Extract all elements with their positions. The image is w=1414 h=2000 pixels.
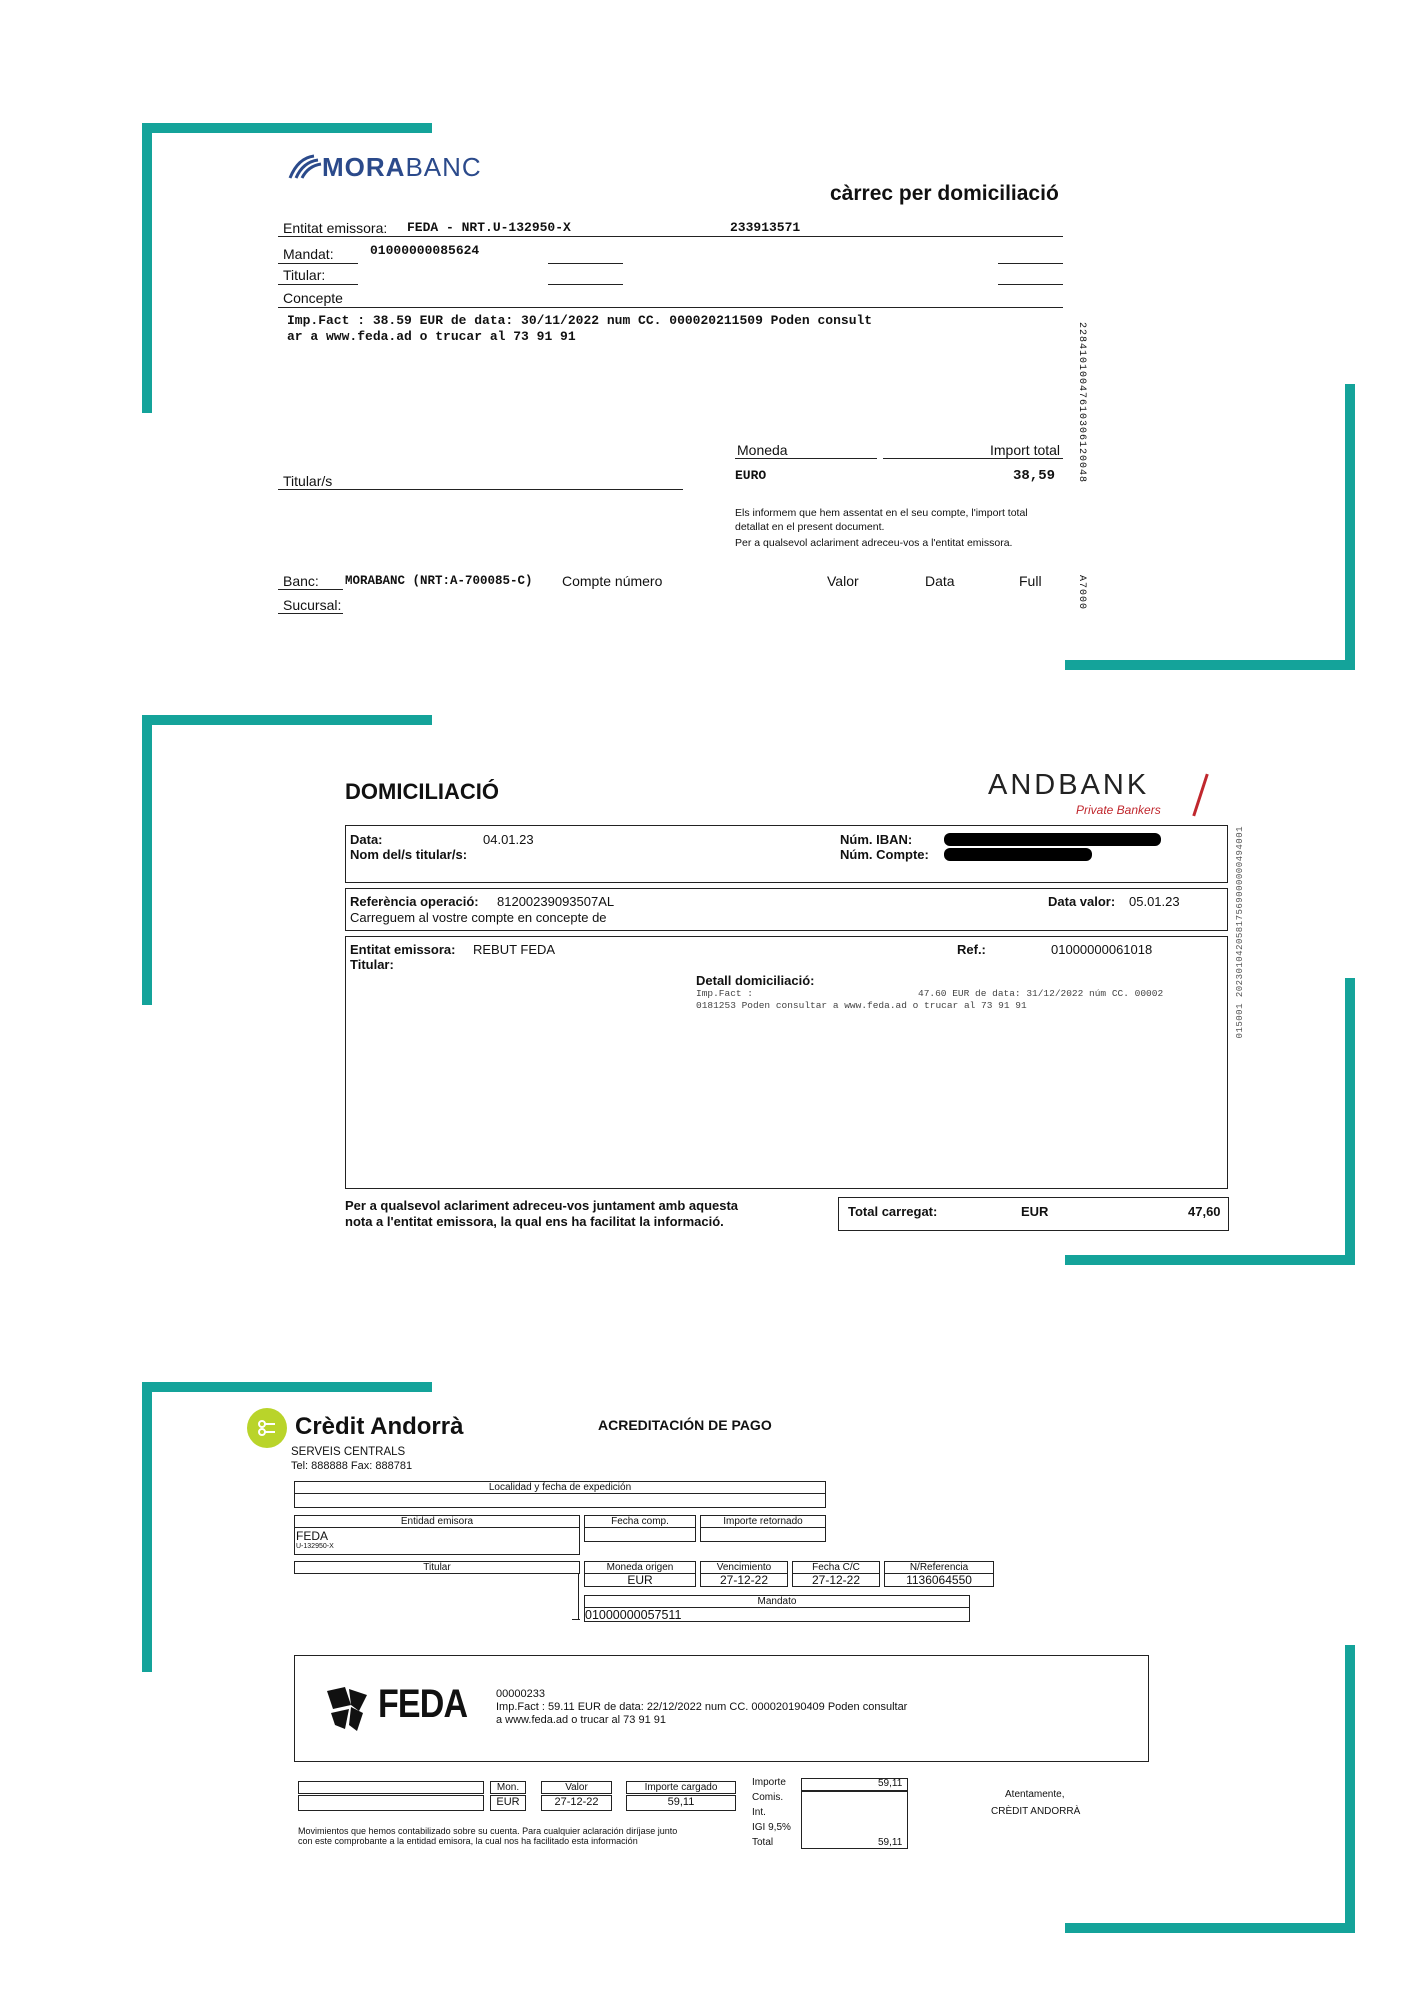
andbank-data-value: 04.01.23 — [483, 832, 534, 847]
frame-corner-bottom-right-2-h — [1065, 1255, 1355, 1265]
blank-field-top — [298, 1781, 484, 1794]
divider — [278, 284, 358, 285]
frame-corner-top-left-3-h — [142, 1382, 432, 1392]
andbank-footer-line-2: nota a l'entitat emissora, la qual ens ha facilitat la informació. — [345, 1214, 724, 1229]
mandat-value: 01000000085624 — [370, 243, 480, 258]
entitat-value: FEDA - NRT.U-132950-X — [407, 220, 571, 235]
atentamente: Atentamente, — [1005, 1789, 1065, 1800]
side-code: 22841010047610306120048 — [1076, 322, 1087, 484]
frame-corner-bottom-right-3-h — [1065, 1923, 1355, 1933]
frame-corner-top-left-3-v — [142, 1382, 152, 1672]
titular-label: Titular: — [283, 267, 326, 283]
frame-corner-bottom-right-1-h — [1065, 660, 1355, 670]
andbank-data-valor-label: Data valor: — [1048, 894, 1116, 909]
divider — [572, 1619, 580, 1620]
morabanc-logo — [288, 150, 482, 184]
andbank-entitat-label: Entitat emissora: — [350, 942, 456, 957]
andbank-detall-line-2: 0181253 Poden consultar a www.feda.ad o trucar al 73 91 91 — [696, 1000, 1027, 1011]
movimientos-line-1: Movimientos que hemos contabilizado sobre su cuenta. Para cualquier aclaración diríjase junto — [298, 1826, 678, 1836]
importe-value: 59,11 — [878, 1778, 903, 1789]
credit-andorra-logo: Crèdit Andorrà — [295, 1413, 464, 1440]
movimientos-line-2: con este comprobante a la entidad emisora, la cual nos ha facilitado esta información — [298, 1836, 638, 1846]
andbank-ref-value: 01000000061018 — [1051, 942, 1153, 957]
moneda-origen-value: EUR — [584, 1573, 696, 1587]
andbank-slash-icon — [1192, 774, 1208, 817]
divider — [998, 284, 1063, 285]
blank-field-bottom — [298, 1795, 484, 1811]
sucursal-label: Sucursal: — [283, 597, 342, 613]
andbank-data-label: Data: — [350, 832, 383, 847]
feda-code: 00000233 — [496, 1688, 545, 1700]
frame-corner-bottom-right-1-v — [1345, 384, 1355, 670]
valor-header: Valor — [541, 1781, 612, 1794]
andbank-footer-line-1: Per a qualsevol aclariment adreceu-vos juntament amb aquesta — [345, 1198, 739, 1213]
importe-label: Importe — [752, 1777, 786, 1788]
total-label: Total — [752, 1837, 774, 1848]
morabanc-waves-icon — [288, 154, 322, 180]
banc-label: Banc: — [283, 573, 319, 589]
concepte-line-1: Imp.Fact : 38.59 EUR de data: 30/11/2022 num CC. 000020211509 Poden consult — [287, 313, 873, 328]
andbank-title: DOMICILIACIÓ — [345, 779, 499, 804]
entidad-header: Entidad emisora — [294, 1515, 580, 1528]
andbank-logo-sub: Private Bankers — [1076, 803, 1161, 817]
andbank-detall-label: Detall domiciliació: — [696, 973, 815, 988]
credit-andorra-logo-icon — [247, 1408, 287, 1448]
feda-line-1: Imp.Fact : 59.11 EUR de data: 22/12/2022 num CC. 000020190409 Poden consultar — [496, 1701, 908, 1713]
data-label: Data — [925, 573, 955, 589]
divider — [883, 458, 1063, 459]
redacted-iban — [944, 833, 1161, 846]
andbank-compte-label: Núm. Compte: — [840, 847, 929, 862]
concepte-label: Concepte — [283, 290, 343, 306]
mandato-value: 01000000057511 — [585, 1608, 682, 1622]
igi-label: IGI 9,5% — [752, 1822, 791, 1833]
andbank-total-label: Total carregat: — [848, 1204, 938, 1219]
andbank-carreguem: Carreguem al vostre compte en concepte de — [350, 910, 607, 925]
morabanc-logo-bold: MORA — [322, 151, 406, 182]
banc-value: MORABANC (NRT:A-700085-C) — [345, 574, 533, 588]
side-code-2: A7000 — [1076, 575, 1087, 611]
total-value: 59,11 — [878, 1837, 903, 1848]
andbank-total-value: 47,60 — [1188, 1204, 1221, 1219]
entidad-value: FEDA — [296, 1529, 329, 1543]
vencimiento-header: Vencimiento — [700, 1561, 788, 1574]
divider — [345, 1188, 1228, 1189]
andbank-logo: ANDBANK — [988, 769, 1150, 801]
feda-logo: FEDA — [378, 1682, 468, 1726]
info-line-2: detallat en el present document. — [735, 521, 885, 533]
import-label: Import total — [990, 442, 1061, 458]
moneda-value: EURO — [735, 468, 767, 483]
mon-header: Mon. — [490, 1781, 526, 1794]
importe-cargado-header: Importe cargado — [626, 1781, 736, 1794]
entitat-number: 233913571 — [730, 220, 801, 235]
entidad-code: U-132950-X — [296, 1543, 334, 1550]
fecha-cc-value: 27-12-22 — [792, 1573, 880, 1587]
morabanc-logo-light: BANC — [405, 151, 482, 182]
entitat-label: Entitat emissora: — [283, 220, 388, 236]
mandat-label: Mandat: — [283, 246, 334, 262]
divider — [548, 263, 623, 264]
divider — [735, 458, 877, 459]
andbank-iban-label: Núm. IBAN: — [840, 832, 913, 847]
andbank-entitat-value: REBUT FEDA — [473, 942, 556, 957]
nref-header: N/Referencia — [884, 1561, 994, 1574]
andbank-detall-line-1a: Imp.Fact : — [696, 988, 754, 999]
valor-value: 27-12-22 — [541, 1795, 612, 1811]
credit-tel: Tel: 888888 Fax: 888781 — [291, 1460, 413, 1472]
frame-corner-bottom-right-3-v — [1345, 1645, 1355, 1933]
importe-cargado-value: 59,11 — [626, 1795, 736, 1811]
nref-value: 1136064550 — [884, 1573, 994, 1587]
titular-header: Titular — [294, 1561, 580, 1574]
frame-corner-bottom-right-2-v — [1345, 978, 1355, 1265]
import-value: 38,59 — [1013, 468, 1056, 484]
frame-corner-top-left-2-h — [142, 715, 432, 725]
fecha-cc-header: Fecha C/C — [792, 1561, 880, 1574]
comis-label: Comis. — [752, 1792, 784, 1803]
importe-retornado-field — [700, 1527, 826, 1542]
andbank-ref-op-value: 81200239093507AL — [497, 894, 615, 909]
mandato-header: Mandato — [584, 1595, 970, 1608]
titular-field-side — [578, 1573, 581, 1619]
int-label: Int. — [752, 1807, 766, 1818]
divider — [278, 307, 1063, 308]
frame-corner-top-left-2-v — [142, 715, 152, 1005]
fecha-comp-field — [584, 1527, 696, 1542]
info-line-1: Els informem que hem assentat en el seu compte, l'import total — [735, 507, 1028, 519]
divider — [998, 263, 1063, 264]
vencimiento-value: 27-12-22 — [700, 1573, 788, 1587]
moneda-label: Moneda — [737, 442, 788, 458]
localidad-header: Localidad y fecha de expedición — [294, 1481, 826, 1494]
andbank-titular-label: Titular: — [350, 957, 394, 972]
feda-line-2: a www.feda.ad o trucar al 73 91 91 — [496, 1714, 666, 1726]
andbank-data-valor-value: 05.01.23 — [1129, 894, 1180, 909]
andbank-side-code: 015001 20230104205817569000000494001 — [1235, 826, 1245, 1039]
andbank-total-currency: EUR — [1021, 1204, 1049, 1219]
credit-andorra-signature: CRÈDIT ANDORRÀ — [991, 1806, 1081, 1817]
andbank-ref-label: Ref.: — [957, 942, 986, 957]
credit-title: ACREDITACIÓN DE PAGO — [598, 1417, 772, 1433]
andbank-nom-label: Nom del/s titular/s: — [350, 847, 468, 862]
divider — [278, 589, 343, 590]
fecha-comp-header: Fecha comp. — [584, 1515, 696, 1528]
andbank-ref-op-label: Referència operació: — [350, 894, 479, 909]
valor-label: Valor — [827, 573, 859, 589]
divider — [278, 263, 358, 264]
redacted-compte — [944, 848, 1092, 861]
frame-corner-top-left-1-v — [142, 123, 152, 413]
mon-value: EUR — [490, 1795, 526, 1811]
info-line-3: Per a qualsevol aclariment adreceu-vos a l'entitat emissora. — [735, 537, 1013, 549]
andbank-detall-line-1b: 47.60 EUR de data: 31/12/2022 núm CC. 00002 — [918, 988, 1164, 999]
feda-logo-icon — [323, 1685, 371, 1738]
titulars-label: Titular/s — [283, 473, 333, 489]
compte-label: Compte número — [562, 573, 663, 589]
localidad-field — [294, 1493, 826, 1508]
full-label: Full — [1019, 573, 1042, 589]
importe-retornado-header: Importe retornado — [700, 1515, 826, 1528]
credit-serveis: SERVEIS CENTRALS — [291, 1446, 406, 1458]
moneda-origen-header: Moneda origen — [584, 1561, 696, 1574]
divider — [278, 489, 683, 490]
divider — [548, 284, 623, 285]
divider — [278, 236, 1063, 237]
frame-corner-top-left-1-h — [142, 123, 432, 133]
divider — [278, 613, 343, 614]
morabanc-title: càrrec per domiciliació — [830, 182, 1059, 205]
concepte-line-2: ar a www.feda.ad o trucar al 73 91 91 — [287, 329, 576, 344]
entidad-field — [294, 1527, 580, 1555]
